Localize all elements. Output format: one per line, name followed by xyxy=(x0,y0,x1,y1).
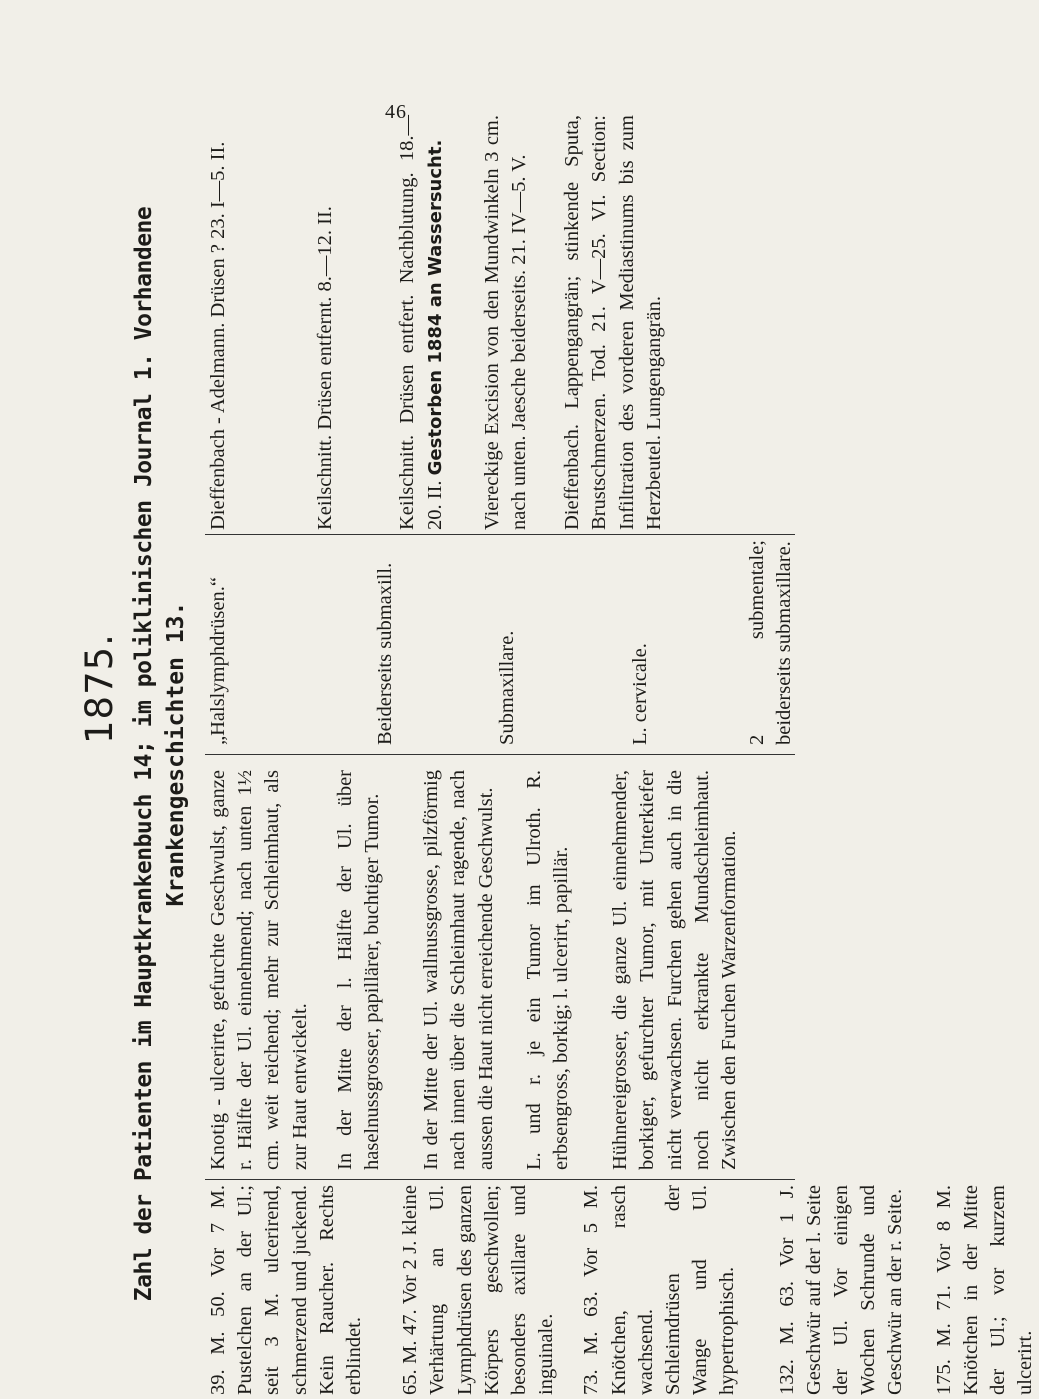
operation-entry xyxy=(394,115,448,530)
operation-entry xyxy=(559,115,668,530)
column-divider xyxy=(205,754,795,755)
glands-entry xyxy=(205,540,232,745)
tumor-entry xyxy=(205,770,314,1170)
glands-text: Beiderseits submaxill. xyxy=(374,562,397,745)
tumor-entry xyxy=(332,770,386,1170)
glands-column xyxy=(205,540,800,745)
history-entry xyxy=(578,1185,741,1395)
operation-text: Dieffenbach. Lappengangrän; stinkende Sputa, Brustschmerzen. Tod. 21. V—25. VI. Section: Infiltration des vorderen Mediastinums bis zum Herzbeutel. Lungengangrän. xyxy=(561,115,665,530)
tumor-text: Knotig - ulcerirte, gefurchte Geschwulst, ganze r. Hälfte der Ul. einnehmend; nach unten 1½ cm. weit reichend; mehr zur Schleimhaut, als zur Haut entwickelt. xyxy=(207,770,311,1170)
operation-column xyxy=(205,115,800,530)
tumor-text: L. und r. je ein Tumor im Ulroth. R. erbsengross, borkig; l. ulcerirt, papillär. xyxy=(522,770,573,1170)
glands-text: „Halslymphdrüsen.“ xyxy=(207,577,229,745)
tumor-text: In der Mitte der Ul. wallnussgrosse, pilzförmig nach innen über die Schleimhaut ragende, nach aussen die Haut nicht erreichende Geschwulst. xyxy=(420,770,497,1170)
glands-text: L. cervicale. xyxy=(628,643,651,745)
tumor-text: In der Mitte der l. Hälfte der Ul. über haselnussgrosser, papillärer, buchtiger Tumor. xyxy=(333,770,384,1170)
tumor-column xyxy=(205,770,800,1170)
history-entry xyxy=(774,1185,910,1395)
table-heading: Zahl der Patienten im Hauptkrankenbuch 14; im poliklinischen Journal 1. Vorhandene xyxy=(131,206,157,1302)
tumor-entry xyxy=(607,770,743,1170)
page-number: 46 xyxy=(385,101,407,123)
history-text: 39. M. 50. Vor 7 M. Pustelchen an der Ul.; seit 3 M. ulcerirend, schmerzend und juckend. Kein Raucher. Rechts erblindet. xyxy=(207,1185,366,1395)
history-entry xyxy=(397,1185,560,1395)
year-title: 1875. xyxy=(78,633,121,744)
glands-text: 2 submentale; beiderseits submaxillare. xyxy=(745,540,796,745)
glands-text: Submaxillare. xyxy=(496,630,519,745)
glands-entry xyxy=(627,540,654,745)
operation-entry xyxy=(479,115,533,530)
operation-text: Viereckige Excision von den Mundwinkeln 3 cm. nach unten. Jaesche beiderseits. 21. IV—5. V. xyxy=(480,115,531,530)
operation-text: Keilschnitt. Drüsen entfert. Nachblutung. 18.— 20. II. xyxy=(396,115,446,530)
rotated-table-page xyxy=(0,115,1037,1395)
operation-text: Keilschnitt. Drüsen entfernt. 8.—12. II. xyxy=(314,206,337,530)
history-text: 65. M. 47. Vor 2 J. kleine Verhärtung an Ul. Lymphdrüsen des ganzen Körpers geschwollen; besonders axillare und inguinale. xyxy=(399,1185,558,1395)
table-subheading: Krankengeschichten 13. xyxy=(163,601,189,907)
glands-entry xyxy=(494,540,521,745)
death-note: Gestorben 1884 an Wassersucht. xyxy=(424,139,446,476)
tumor-entry xyxy=(418,770,500,1170)
history-entry xyxy=(205,1185,368,1395)
tumor-text: Hühnereigrosser, die ganze Ul. einnehmender, borkiger, gefurchter Tumor, mit Unterkiefer nicht verwachsen. Furchen gehen auch in die noch nicht erkrankte Mundschleimhaut. Zwischen den Furchen Warzenformation. xyxy=(609,770,741,1170)
glands-entry xyxy=(744,540,798,745)
column-divider xyxy=(205,1179,795,1180)
operation-entry xyxy=(205,115,232,530)
operation-entry xyxy=(312,115,339,530)
tumor-entry xyxy=(521,770,575,1170)
glands-entry xyxy=(372,540,399,745)
history-column xyxy=(205,1185,1037,1395)
history-text: 175. M. 71. Vor 8 M. Knötchen in der Mitte der Ul.; vor kurzem ulcerirt. xyxy=(932,1185,1037,1395)
column-divider xyxy=(205,534,795,535)
history-text: 132. M. 63. Vor 1 J. Geschwür auf der l. Seite der Ul. Vor einigen Wochen Schrunde und Geschwür an der r. Seite. xyxy=(775,1185,907,1395)
operation-text: Dieffenbach - Adelmann. Drüsen ? 23. I—5. II. xyxy=(207,141,229,530)
history-entry xyxy=(931,1185,1039,1395)
history-text: 73. M. 63. Vor 5 M. Knötchen, rasch wachsend. Schleimdrüsen der Wange und Ul. hypertrophisch. xyxy=(580,1185,739,1395)
